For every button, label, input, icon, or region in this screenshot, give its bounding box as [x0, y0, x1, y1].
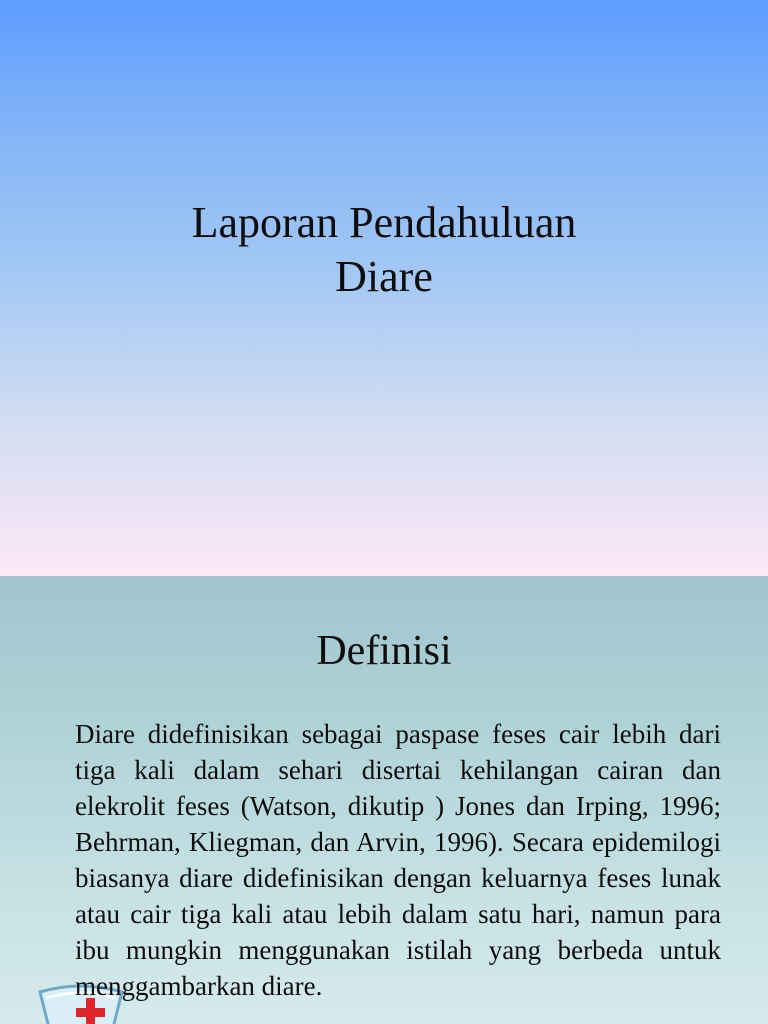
definition-paragraph: Diare didefinisikan sebagai paspase feses cair lebih dari tiga kali dalam sehari disertai kehilangan cairan dan elekrolit feses (Watson, dikutip ) Jones dan Irping, 1996; Behrman, Kliegman, dan Arvin, 1996). Secara epidemilogi biasanya diare didefinisikan dengan keluarnya feses lunak atau cair tiga kali atau lebih dalam satu hari, namun para ibu mungkin menggunakan istilah yang berbeda untuk menggambarkan diare. [75, 719, 721, 1001]
slide-title-line-1: Laporan Pendahuluan [191, 198, 577, 247]
slide-title [0, 196, 768, 304]
definition-slide [0, 576, 768, 1024]
slide-heading: Definisi [316, 628, 452, 674]
slide-title-line-2: Diare [335, 252, 433, 301]
